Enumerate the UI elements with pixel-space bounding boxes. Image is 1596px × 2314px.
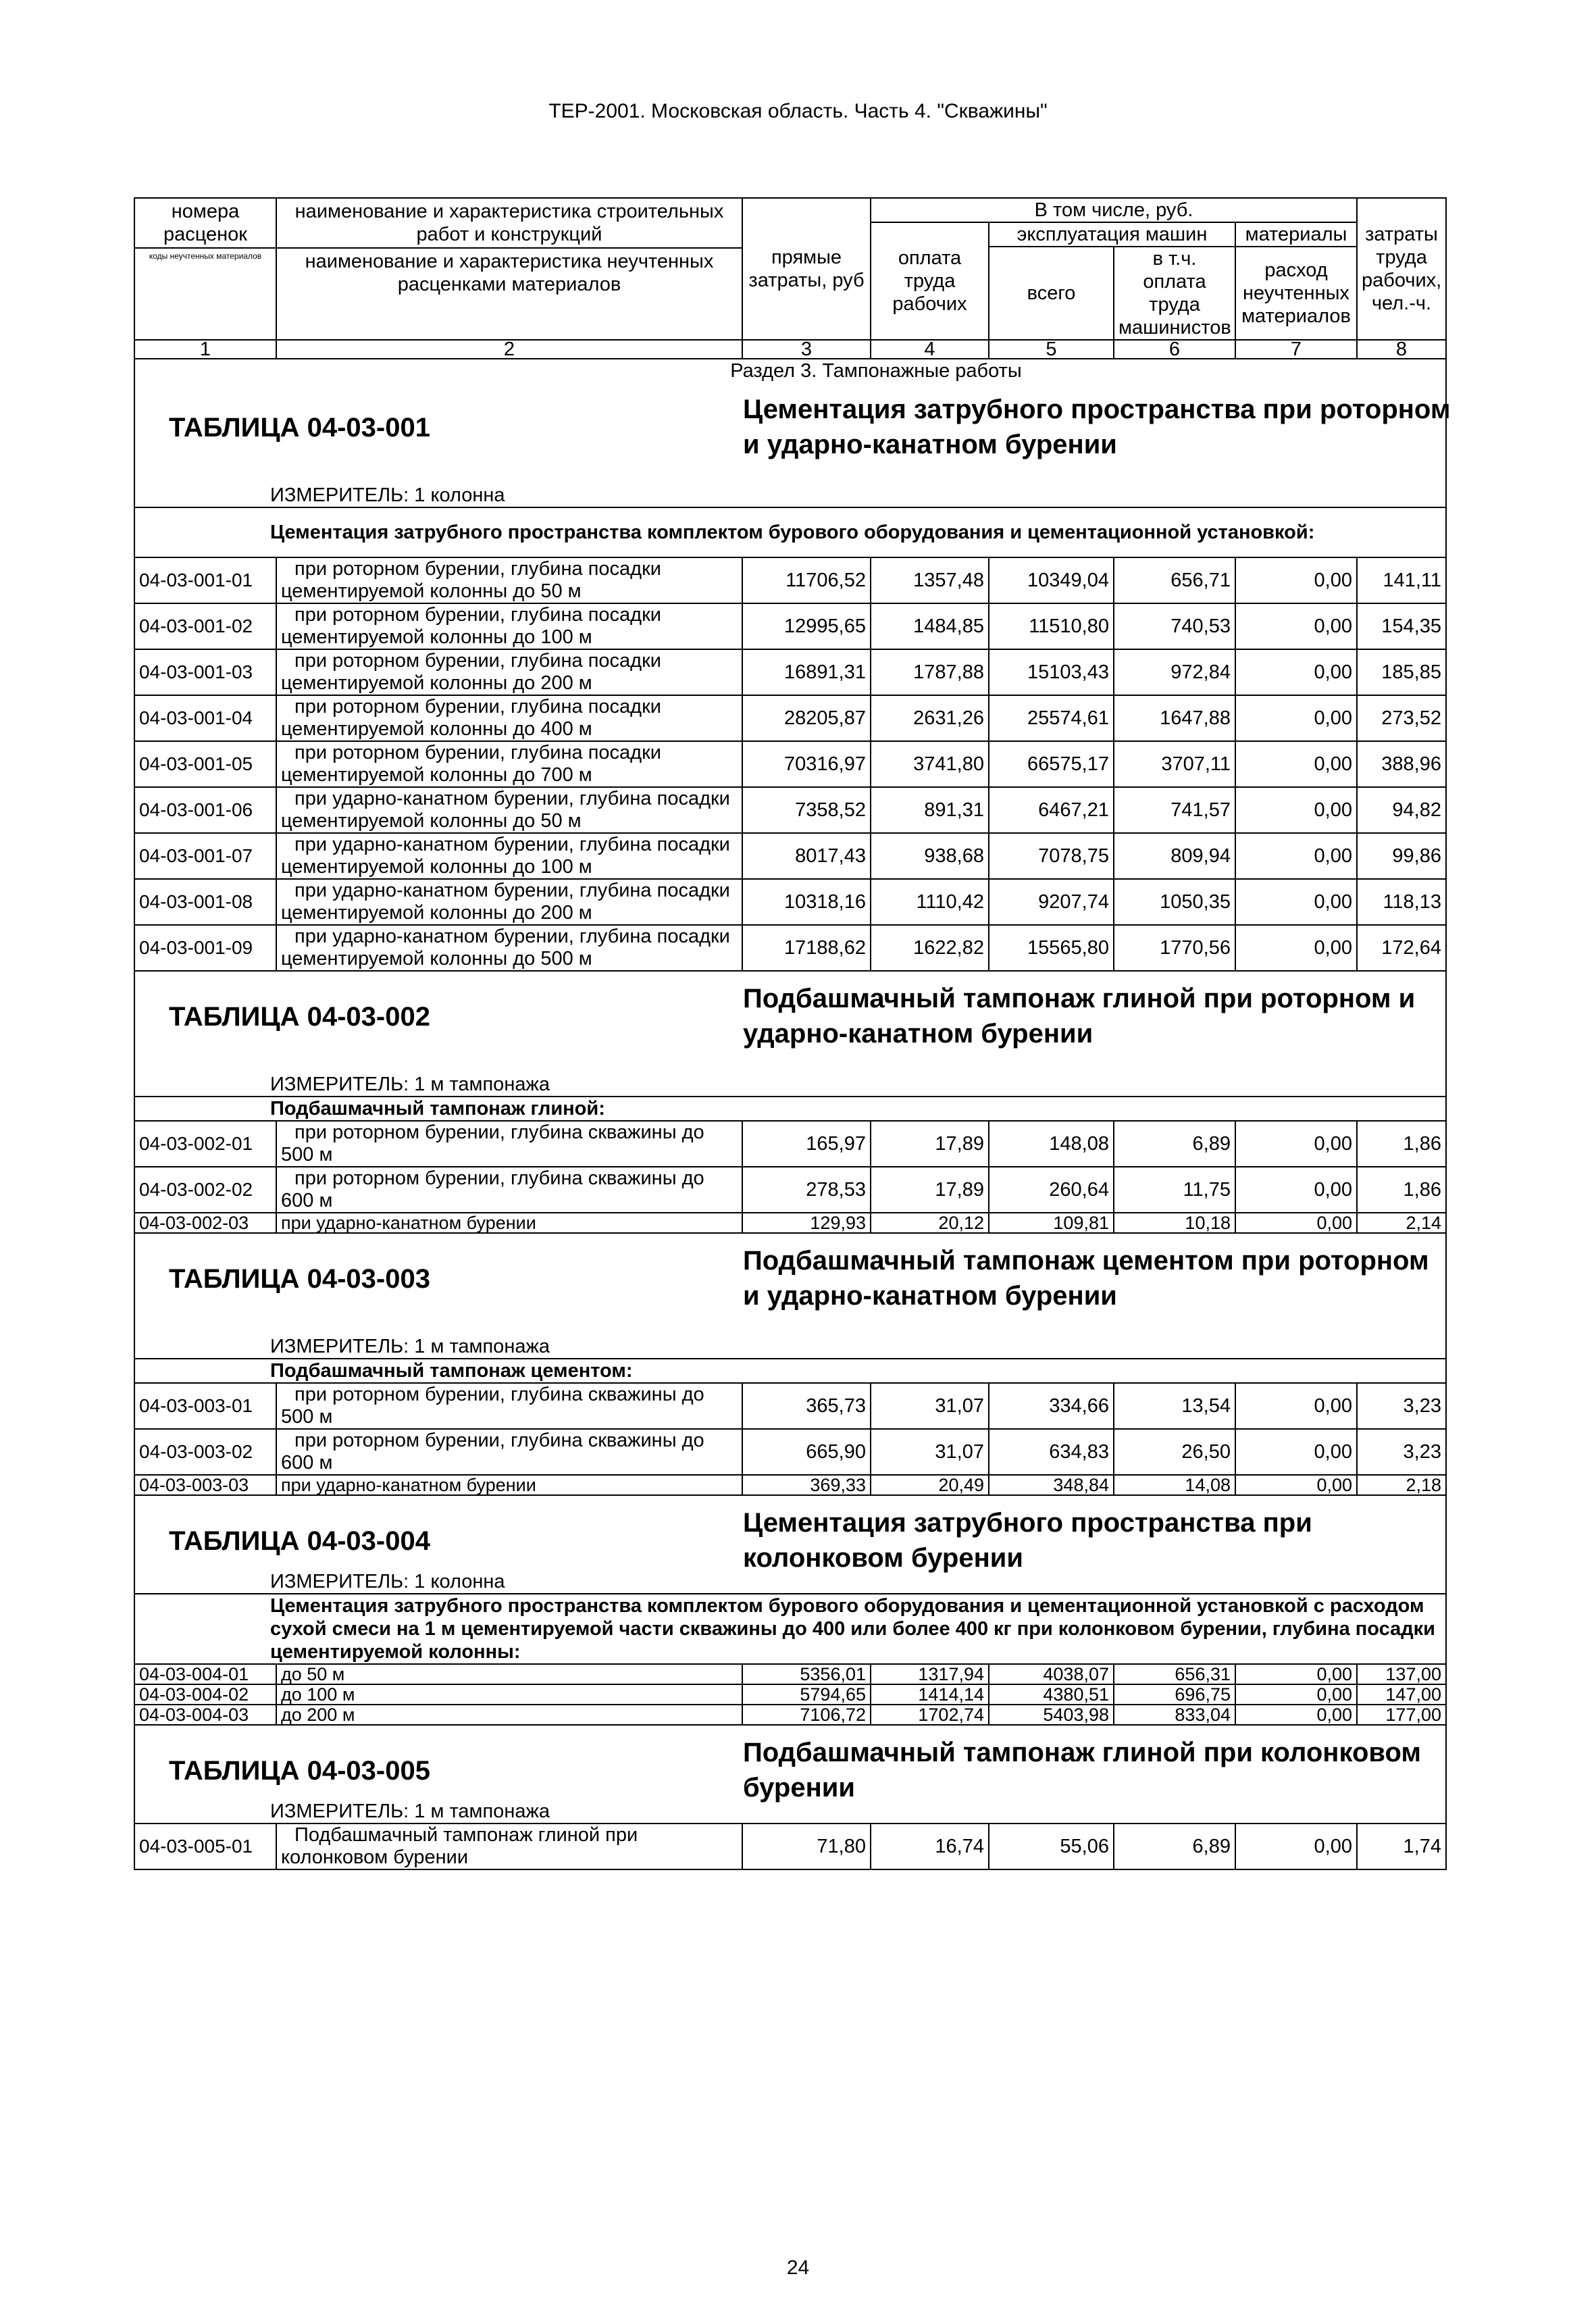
machinists-wages: 1770,56 [1114, 925, 1235, 971]
work-name: до 50 м [276, 1664, 742, 1684]
direct-cost: 165,97 [742, 1121, 871, 1167]
table-row [134, 695, 1446, 741]
direct-cost: 365,73 [742, 1383, 871, 1429]
work-name: при ударно-канатном бурении [276, 1213, 742, 1233]
rate-code: 04-03-003-01 [134, 1383, 276, 1429]
col-header-machinists: в т.ч. оплата труда машинистов [1114, 247, 1235, 340]
col-header-machines-total: всего [989, 247, 1114, 340]
machinists-wages: 1050,35 [1114, 879, 1235, 925]
direct-cost: 7106,72 [742, 1705, 871, 1725]
labor-hours: 99,86 [1357, 833, 1446, 879]
materials: 0,00 [1235, 1475, 1357, 1495]
column-number: 7 [1235, 340, 1357, 359]
labor-hours: 1,86 [1357, 1167, 1446, 1213]
machines-total: 148,08 [989, 1121, 1114, 1167]
labor-hours: 273,52 [1357, 695, 1446, 741]
direct-cost: 71,80 [742, 1823, 871, 1869]
materials: 0,00 [1235, 925, 1357, 971]
direct-cost: 28205,87 [742, 695, 871, 741]
machinists-wages: 6,89 [1114, 1121, 1235, 1167]
direct-cost: 369,33 [742, 1475, 871, 1495]
table-row [134, 649, 1446, 695]
table-row [134, 1167, 1446, 1213]
work-name: при роторном бурении, глубина посадки цементируемой колонны до 200 м [276, 649, 742, 695]
machinists-wages: 696,75 [1114, 1684, 1235, 1705]
materials: 0,00 [1235, 833, 1357, 879]
labor-hours: 388,96 [1357, 741, 1446, 787]
materials: 0,00 [1235, 603, 1357, 649]
labor-hours: 137,00 [1357, 1664, 1446, 1684]
materials: 0,00 [1235, 1213, 1357, 1233]
rate-code: 04-03-004-01 [134, 1664, 276, 1684]
col-header-wages: оплата труда рабочих [871, 222, 989, 340]
machines-total: 634,83 [989, 1429, 1114, 1475]
materials: 0,00 [1235, 879, 1357, 925]
rate-code: 04-03-001-06 [134, 787, 276, 833]
col-header-labor: затраты труда рабочих, чел.-ч. [1357, 198, 1446, 340]
rate-code: 04-03-001-04 [134, 695, 276, 741]
labor-hours: 118,13 [1357, 879, 1446, 925]
table-row [134, 741, 1446, 787]
machines-total: 11510,80 [989, 603, 1114, 649]
rate-code: 04-03-002-01 [134, 1121, 276, 1167]
col-header-incl: В том числе, руб. [871, 198, 1357, 222]
work-name: при роторном бурении, глубина скважины до 600 м [276, 1429, 742, 1475]
col-header-materials: материалы [1235, 222, 1357, 247]
materials: 0,00 [1235, 1684, 1357, 1705]
wages: 1317,94 [871, 1664, 989, 1684]
wages: 17,89 [871, 1121, 989, 1167]
machinists-wages: 10,18 [1114, 1213, 1235, 1233]
table-name: ТАБЛИЦА 04-03-002 [169, 1002, 430, 1032]
rate-code: 04-03-002-03 [134, 1213, 276, 1233]
section-title: Раздел 3. Тампонажные работы [134, 359, 1446, 382]
wages: 938,68 [871, 833, 989, 879]
direct-cost: 12995,65 [742, 603, 871, 649]
labor-hours: 141,11 [1357, 557, 1446, 603]
rate-code: 04-03-004-02 [134, 1684, 276, 1705]
labor-hours: 3,23 [1357, 1383, 1446, 1429]
rate-code: 04-03-002-02 [134, 1167, 276, 1213]
group-heading: Подбашмачный тампонаж глиной: [134, 1097, 1446, 1121]
direct-cost: 129,93 [742, 1213, 871, 1233]
labor-hours: 2,14 [1357, 1213, 1446, 1233]
column-number: 3 [742, 340, 871, 359]
materials: 0,00 [1235, 1167, 1357, 1213]
wages: 2631,26 [871, 695, 989, 741]
labor-hours: 94,82 [1357, 787, 1446, 833]
col-header-name: наименование и характеристика строительных работ и конструкций наименование и характеристика неучтенных расценками материалов [276, 198, 742, 340]
machines-total: 4038,07 [989, 1664, 1114, 1684]
wages: 1787,88 [871, 649, 989, 695]
table-row [134, 1213, 1446, 1233]
column-number: 2 [276, 340, 742, 359]
table-heading [134, 1233, 1446, 1335]
work-name: при ударно-канатном бурении, глубина посадки цементируемой колонны до 500 м [276, 925, 742, 971]
column-number: 5 [989, 340, 1114, 359]
table-row [134, 1823, 1446, 1869]
direct-cost: 16891,31 [742, 649, 871, 695]
work-name: Подбашмачный тампонаж глиной при колонковом бурении [276, 1823, 742, 1869]
machines-total: 260,64 [989, 1167, 1114, 1213]
table-row [134, 1121, 1446, 1167]
measure-unit: ИЗМЕРИТЕЛЬ: 1 м тампонажа [134, 1073, 1446, 1097]
machinists-wages: 809,94 [1114, 833, 1235, 879]
wages: 1702,74 [871, 1705, 989, 1725]
machinists-wages: 1647,88 [1114, 695, 1235, 741]
table-row [134, 879, 1446, 925]
direct-cost: 5356,01 [742, 1664, 871, 1684]
work-name: при роторном бурении, глубина посадки цементируемой колонны до 50 м [276, 557, 742, 603]
page-header-title: ТЕР-2001. Московская область. Часть 4. "Скважины" [548, 100, 1048, 122]
rate-code: 04-03-001-03 [134, 649, 276, 695]
rate-code: 04-03-001-05 [134, 741, 276, 787]
labor-hours: 3,23 [1357, 1429, 1446, 1475]
direct-cost: 17188,62 [742, 925, 871, 971]
rate-code: 04-03-004-03 [134, 1705, 276, 1725]
machines-total: 334,66 [989, 1383, 1114, 1429]
table-name: ТАБЛИЦА 04-03-001 [169, 413, 430, 443]
col-header-direct: прямые затраты, руб [742, 198, 871, 340]
work-name: при роторном бурении, глубина посадки цементируемой колонны до 100 м [276, 603, 742, 649]
table-name: ТАБЛИЦА 04-03-004 [169, 1526, 430, 1556]
table-row [134, 1429, 1446, 1475]
column-number: 1 [134, 340, 276, 359]
work-name: при ударно-канатном бурении, глубина посадки цементируемой колонны до 100 м [276, 833, 742, 879]
work-name: при ударно-канатном бурении [276, 1475, 742, 1495]
table-row [134, 787, 1446, 833]
column-number-row [134, 340, 1446, 359]
column-number: 8 [1357, 340, 1446, 359]
machines-total: 4380,51 [989, 1684, 1114, 1705]
materials: 0,00 [1235, 695, 1357, 741]
machinists-wages: 6,89 [1114, 1823, 1235, 1869]
wages: 17,89 [871, 1167, 989, 1213]
col-header-unaccounted: расход неучтенных материалов [1235, 247, 1357, 340]
materials: 0,00 [1235, 1664, 1357, 1684]
table-description: Цементация затрубного пространства при роторном и ударно-канатном бурении [743, 395, 1451, 459]
machines-total: 15565,80 [989, 925, 1114, 971]
materials: 0,00 [1235, 1823, 1357, 1869]
direct-cost: 8017,43 [742, 833, 871, 879]
rate-code: 04-03-005-01 [134, 1823, 276, 1869]
direct-cost: 10318,16 [742, 879, 871, 925]
wages: 20,49 [871, 1475, 989, 1495]
work-name: до 200 м [276, 1705, 742, 1725]
rates-table [134, 197, 1451, 1870]
materials: 0,00 [1235, 1383, 1357, 1429]
table-description: Подбашмачный тампонаж цементом при роторном и ударно-канатном бурении [743, 1246, 1429, 1311]
measure-unit: ИЗМЕРИТЕЛЬ: 1 м тампонажа [134, 1335, 1446, 1359]
direct-cost: 7358,52 [742, 787, 871, 833]
wages: 1484,85 [871, 603, 989, 649]
work-name: при роторном бурении, глубина посадки цементируемой колонны до 700 м [276, 741, 742, 787]
column-number: 4 [871, 340, 989, 359]
materials: 0,00 [1235, 741, 1357, 787]
col-header-machines: эксплуатация машин [989, 222, 1235, 247]
machines-total: 6467,21 [989, 787, 1114, 833]
machines-total: 66575,17 [989, 741, 1114, 787]
materials: 0,00 [1235, 1121, 1357, 1167]
machinists-wages: 26,50 [1114, 1429, 1235, 1475]
wages: 1414,14 [871, 1684, 989, 1705]
direct-cost: 11706,52 [742, 557, 871, 603]
machines-total: 15103,43 [989, 649, 1114, 695]
machinists-wages: 11,75 [1114, 1167, 1235, 1213]
machinists-wages: 741,57 [1114, 787, 1235, 833]
labor-hours: 147,00 [1357, 1684, 1446, 1705]
materials: 0,00 [1235, 1429, 1357, 1475]
col-header-codes: номера расценок коды неучтенных материалов [134, 198, 276, 340]
page-number: 24 [786, 2257, 810, 2279]
group-heading: Цементация затрубного пространства комплектом бурового оборудования и цементационной установкой с расходом сухой смеси на 1 м цементируемой части скважины до 400 или более 400 кг при колонковом бурении, глубина посадки цементируемой колонны: [134, 1594, 1446, 1664]
direct-cost: 665,90 [742, 1429, 871, 1475]
table-heading [134, 1725, 1446, 1803]
machines-total: 9207,74 [989, 879, 1114, 925]
table-description: Подбашмачный тампонаж глиной при роторном и ударно-канатном бурении [743, 984, 1416, 1049]
measure-unit: ИЗМЕРИТЕЛЬ: 1 колонна [134, 1570, 1446, 1594]
wages: 16,74 [871, 1823, 989, 1869]
table-row [134, 1684, 1446, 1705]
wages: 1110,42 [871, 879, 989, 925]
table-row [134, 603, 1446, 649]
table-row [134, 1475, 1446, 1495]
work-name: при роторном бурении, глубина посадки цементируемой колонны до 400 м [276, 695, 742, 741]
rate-code: 04-03-003-03 [134, 1475, 276, 1495]
machines-total: 5403,98 [989, 1705, 1114, 1725]
direct-cost: 278,53 [742, 1167, 871, 1213]
rate-code: 04-03-001-07 [134, 833, 276, 879]
table-row [134, 833, 1446, 879]
machinists-wages: 14,08 [1114, 1475, 1235, 1495]
materials: 0,00 [1235, 1705, 1357, 1725]
machinists-wages: 3707,11 [1114, 741, 1235, 787]
materials: 0,00 [1235, 557, 1357, 603]
table-row [134, 1383, 1446, 1429]
work-name: при ударно-канатном бурении, глубина посадки цементируемой колонны до 50 м [276, 787, 742, 833]
table-row [134, 925, 1446, 971]
wages: 20,12 [871, 1213, 989, 1233]
work-name: при роторном бурении, глубина скважины до 600 м [276, 1167, 742, 1213]
labor-hours: 172,64 [1357, 925, 1446, 971]
table-heading [134, 1495, 1446, 1573]
rate-code: 04-03-003-02 [134, 1429, 276, 1475]
machines-total: 7078,75 [989, 833, 1114, 879]
table-row [134, 1705, 1446, 1725]
group-heading: Цементация затрубного пространства комплектом бурового оборудования и цементационной установкой: [134, 507, 1446, 557]
direct-cost: 70316,97 [742, 741, 871, 787]
rate-code: 04-03-001-01 [134, 557, 276, 603]
column-number: 6 [1114, 340, 1235, 359]
labor-hours: 2,18 [1357, 1475, 1446, 1495]
table-description: Подбашмачный тампонаж глиной при колонковом бурении [743, 1738, 1421, 1803]
materials: 0,00 [1235, 649, 1357, 695]
rate-code: 04-03-001-02 [134, 603, 276, 649]
wages: 3741,80 [871, 741, 989, 787]
wages: 1357,48 [871, 557, 989, 603]
materials: 0,00 [1235, 787, 1357, 833]
labor-hours: 185,85 [1357, 649, 1446, 695]
machines-total: 55,06 [989, 1823, 1114, 1869]
rate-code: 04-03-001-08 [134, 879, 276, 925]
wages: 31,07 [871, 1429, 989, 1475]
table-heading [134, 382, 1451, 484]
rate-code: 04-03-001-09 [134, 925, 276, 971]
work-name: до 100 м [276, 1684, 742, 1705]
labor-hours: 1,74 [1357, 1823, 1446, 1869]
machinists-wages: 13,54 [1114, 1383, 1235, 1429]
wages: 1622,82 [871, 925, 989, 971]
machinists-wages: 656,31 [1114, 1664, 1235, 1684]
machinists-wages: 656,71 [1114, 557, 1235, 603]
measure-unit: ИЗМЕРИТЕЛЬ: 1 колонна [134, 484, 1446, 507]
machinists-wages: 833,04 [1114, 1705, 1235, 1725]
work-name: при роторном бурении, глубина скважины до 500 м [276, 1121, 742, 1167]
direct-cost: 5794,65 [742, 1684, 871, 1705]
table-row [134, 557, 1446, 603]
measure-unit: ИЗМЕРИТЕЛЬ: 1 м тампонажа [134, 1800, 1446, 1823]
machinists-wages: 740,53 [1114, 603, 1235, 649]
work-name: при ударно-канатном бурении, глубина посадки цементируемой колонны до 200 м [276, 879, 742, 925]
machines-total: 25574,61 [989, 695, 1114, 741]
table-row [134, 1664, 1446, 1684]
table-name: ТАБЛИЦА 04-03-003 [169, 1264, 430, 1294]
labor-hours: 1,86 [1357, 1121, 1446, 1167]
machines-total: 109,81 [989, 1213, 1114, 1233]
machinists-wages: 972,84 [1114, 649, 1235, 695]
machines-total: 348,84 [989, 1475, 1114, 1495]
labor-hours: 177,00 [1357, 1705, 1446, 1725]
work-name: при роторном бурении, глубина скважины до 500 м [276, 1383, 742, 1429]
wages: 891,31 [871, 787, 989, 833]
table-heading [134, 971, 1446, 1073]
column-header-row [134, 198, 1446, 222]
group-heading: Подбашмачный тампонаж цементом: [134, 1359, 1446, 1383]
table-name: ТАБЛИЦА 04-03-005 [169, 1756, 430, 1786]
wages: 31,07 [871, 1383, 989, 1429]
labor-hours: 154,35 [1357, 603, 1446, 649]
table-description: Цементация затрубного пространства при колонковом бурении [743, 1508, 1312, 1573]
machines-total: 10349,04 [989, 557, 1114, 603]
